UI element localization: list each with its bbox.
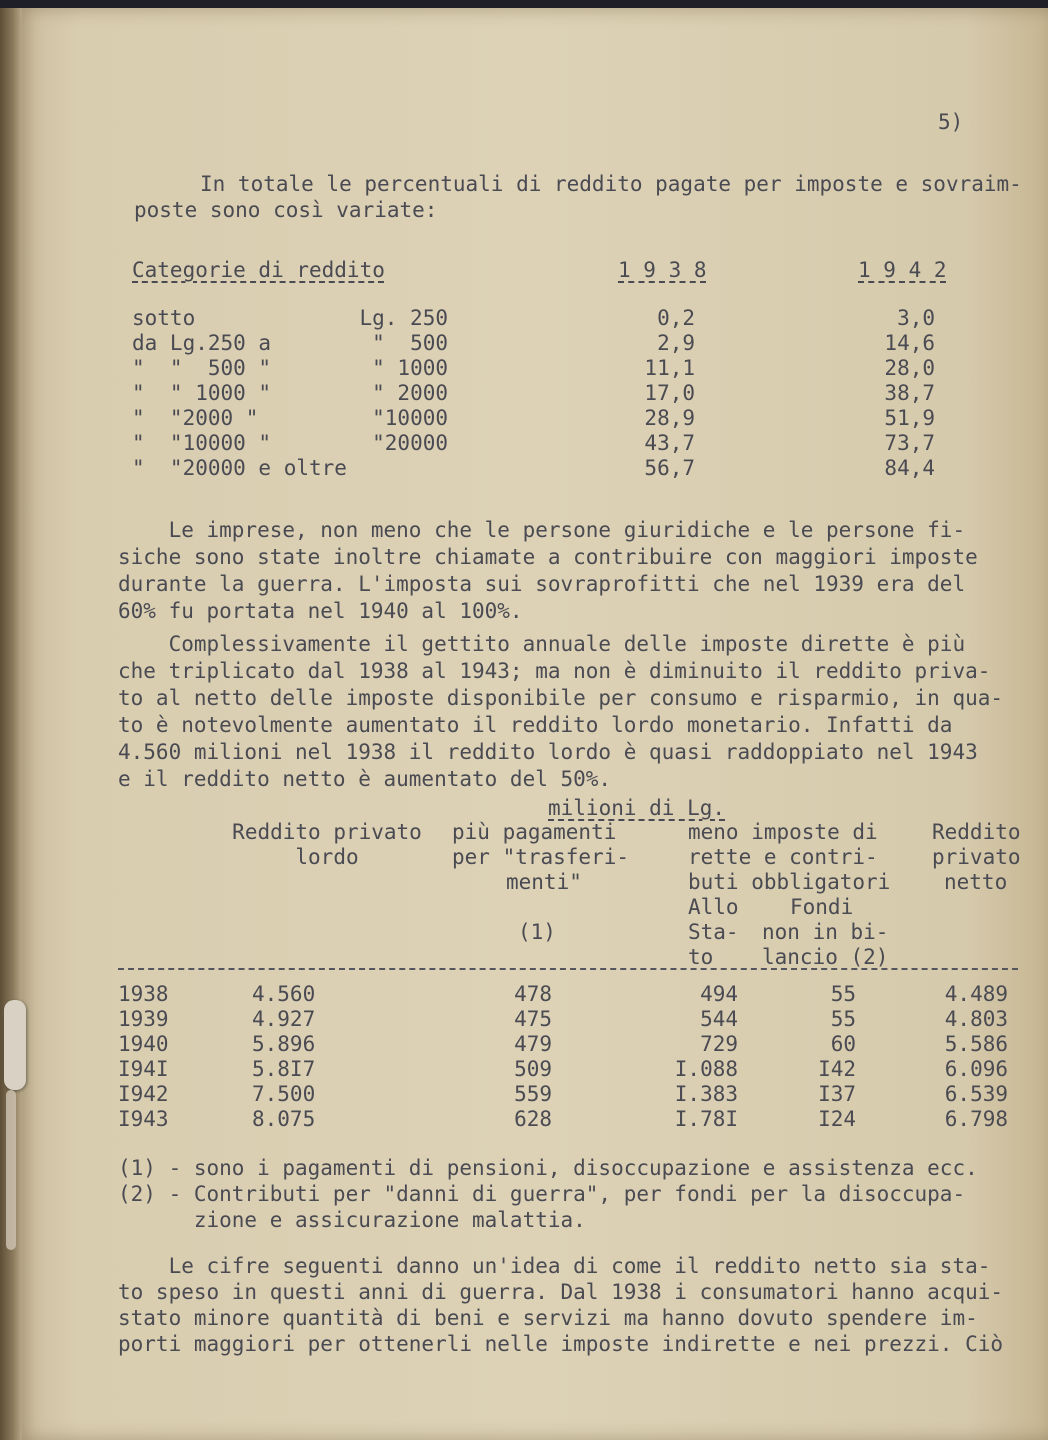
table2-header-text: lordo xyxy=(295,845,359,869)
table2-header-text: meno imposte di xyxy=(688,820,878,844)
table2-transfers: 475 xyxy=(514,1007,552,1031)
paragraph-2-line: che triplicato dal 1938 al 1943; ma non è diminuito il reddito priva- xyxy=(118,659,991,683)
table1-from: " "20000 e oltre xyxy=(132,456,347,480)
table1-1938: 2,9 xyxy=(657,331,695,355)
paragraph-1-line: durante la guerra. L'imposta sui sovraprofitti che nel 1939 era del xyxy=(118,572,966,596)
table1-1942: 3,0 xyxy=(897,306,935,330)
table1-from: " " 1000 " xyxy=(132,381,272,405)
table2-state: 494 xyxy=(700,982,738,1006)
paragraph-2-line: e il reddito netto è aumentato del 50%. xyxy=(118,767,612,791)
table2-header-text: Reddito xyxy=(932,820,1021,844)
table1-1938: 56,7 xyxy=(644,456,695,480)
table2-header-text: privato xyxy=(932,845,1021,869)
table2-header-text: per "trasferi- xyxy=(452,845,630,869)
table2-state: I.088 xyxy=(674,1057,738,1081)
paragraph-3-line: Le cifre seguenti danno un'idea di come il reddito netto sia sta- xyxy=(118,1254,991,1278)
table1-1938: 11,1 xyxy=(644,356,695,380)
table2-header-text: Reddito privato xyxy=(232,820,422,844)
paragraph-3-line: stato minore quantità di beni e servizi ma hanno dovuto spendere im- xyxy=(118,1306,978,1330)
table2-gross: 4.560 xyxy=(252,982,316,1006)
table1-1938: 0,2 xyxy=(657,306,695,330)
table2-header-text: Fondi xyxy=(790,895,854,919)
table1-header-1942: 1 9 4 2 xyxy=(858,258,947,282)
paragraph-3-line: porti maggiori per ottenerli nelle imposte indirette e nei prezzi. Ciò xyxy=(118,1332,1004,1356)
table2-header-text: rette e contri- xyxy=(688,845,878,869)
table2-year: 1939 xyxy=(118,1007,169,1031)
table2-gross: 8.075 xyxy=(252,1107,316,1131)
table2-transfers: 628 xyxy=(514,1107,552,1131)
table1-1938: 43,7 xyxy=(644,431,695,455)
table1-1942: 38,7 xyxy=(884,381,935,405)
table1-to: "20000 xyxy=(372,431,448,455)
table2-net: 4.489 xyxy=(944,982,1008,1006)
table2-transfers: 559 xyxy=(514,1082,552,1106)
intro-line-2: poste sono così variate: xyxy=(134,198,438,222)
table2-header-text: più pagamenti xyxy=(452,820,617,844)
table2-gross: 4.927 xyxy=(252,1007,316,1031)
table1-from: " "10000 " xyxy=(132,431,272,455)
table1-1942: 73,7 xyxy=(884,431,935,455)
paragraph-1-line: Le imprese, non meno che le persone giuridiche e le persone fi- xyxy=(118,518,966,542)
table2-header-text: netto xyxy=(944,870,1008,894)
table1-from: sotto xyxy=(132,306,196,330)
binding-thread-tail xyxy=(6,1090,16,1250)
paragraph-3-line: to speso in questi anni di guerra. Dal 1938 i consumatori hanno acqui- xyxy=(118,1280,1004,1304)
table1-1942: 84,4 xyxy=(884,456,935,480)
table1-header-category: Categorie di reddito xyxy=(132,258,385,282)
table1-from: " " 500 " xyxy=(132,356,272,380)
table1-1942: 28,0 xyxy=(884,356,935,380)
footnote-1: (1) - sono i pagamenti di pensioni, disoccupazione e assistenza ecc. xyxy=(118,1156,978,1180)
table2-gross: 7.500 xyxy=(252,1082,316,1106)
table1-from: da Lg.250 a xyxy=(132,331,272,355)
paragraph-2-line: to è notevolmente aumentato il reddito lordo monetario. Infatti da xyxy=(118,713,953,737)
page-number: 5) xyxy=(938,110,964,134)
table1-to: " 2000 xyxy=(372,381,448,405)
table1-1942: 51,9 xyxy=(884,406,935,430)
table2-year: 1938 xyxy=(118,982,169,1006)
table2-header-text: Allo xyxy=(688,895,739,919)
paragraph-2-line: Complessivamente il gettito annuale delle imposte dirette è più xyxy=(118,632,966,656)
table2-gross: 5.896 xyxy=(252,1032,316,1056)
table1-to: " 500 xyxy=(372,331,448,355)
table2-header-text: buti obbligatori xyxy=(688,870,891,894)
paragraph-1-line: siche sono state inoltre chiamate a contribuire con maggiori imposte xyxy=(118,545,978,569)
table2-gross: 5.8I7 xyxy=(252,1057,316,1081)
table2-funds: 55 xyxy=(830,1007,856,1031)
table2-net: 5.586 xyxy=(944,1032,1008,1056)
table2-header-text: Sta- xyxy=(688,920,739,944)
table1-header-1938: 1 9 3 8 xyxy=(618,258,707,282)
table2-state: 544 xyxy=(700,1007,738,1031)
table2-funds: 55 xyxy=(830,982,856,1006)
table1-to: "10000 xyxy=(372,406,448,430)
table2-unit: milioni di Lg. xyxy=(548,796,726,820)
paragraph-2-line: to al netto delle imposte disponibile per consumo e risparmio, in qua- xyxy=(118,686,1004,710)
paragraph-2-line: 4.560 milioni nel 1938 il reddito lordo è quasi raddoppiato nel 1943 xyxy=(118,740,978,764)
table2-header-text: lancio (2) xyxy=(762,945,889,969)
table2-net: 4.803 xyxy=(944,1007,1008,1031)
footnote-2-cont: zione e assicurazione malattia. xyxy=(118,1208,586,1232)
table1-1942: 14,6 xyxy=(884,331,935,355)
table2-transfers: 479 xyxy=(514,1032,552,1056)
table2-header-text: (1) xyxy=(518,920,556,944)
table2-year: I94I xyxy=(118,1057,169,1081)
paragraph-1-line: 60% fu portata nel 1940 al 100%. xyxy=(118,599,523,623)
table2-header-text: to xyxy=(688,945,714,969)
table2-year: I942 xyxy=(118,1082,169,1106)
table2-state: I.383 xyxy=(674,1082,738,1106)
table2-header-text: menti" xyxy=(506,870,582,894)
table1-1938: 28,9 xyxy=(644,406,695,430)
table2-net: 6.798 xyxy=(944,1107,1008,1131)
table1-to: " 1000 xyxy=(372,356,448,380)
table2-transfers: 478 xyxy=(514,982,552,1006)
table2-state: I.78I xyxy=(674,1107,738,1131)
table2-header-text: non in bi- xyxy=(762,920,889,944)
table1-from: " "2000 " xyxy=(132,406,259,430)
table2-net: 6.539 xyxy=(944,1082,1008,1106)
table2-rule xyxy=(118,968,1018,970)
table2-year: I943 xyxy=(118,1107,169,1131)
table2-funds: 60 xyxy=(830,1032,856,1056)
table1-1938: 17,0 xyxy=(644,381,695,405)
table2-funds: I24 xyxy=(818,1107,856,1131)
table2-net: 6.096 xyxy=(944,1057,1008,1081)
table2-funds: I42 xyxy=(818,1057,856,1081)
footnote-2: (2) - Contributi per "danni di guerra", per fondi per la disoccupa- xyxy=(118,1182,966,1206)
table2-state: 729 xyxy=(700,1032,738,1056)
intro-line-1: In totale le percentuali di reddito pagate per imposte e sovraim- xyxy=(200,172,1022,196)
table2-transfers: 509 xyxy=(514,1057,552,1081)
binding-thread xyxy=(4,1000,26,1090)
table2-funds: I37 xyxy=(818,1082,856,1106)
table1-to: Lg. 250 xyxy=(359,306,448,330)
table2-year: 1940 xyxy=(118,1032,169,1056)
